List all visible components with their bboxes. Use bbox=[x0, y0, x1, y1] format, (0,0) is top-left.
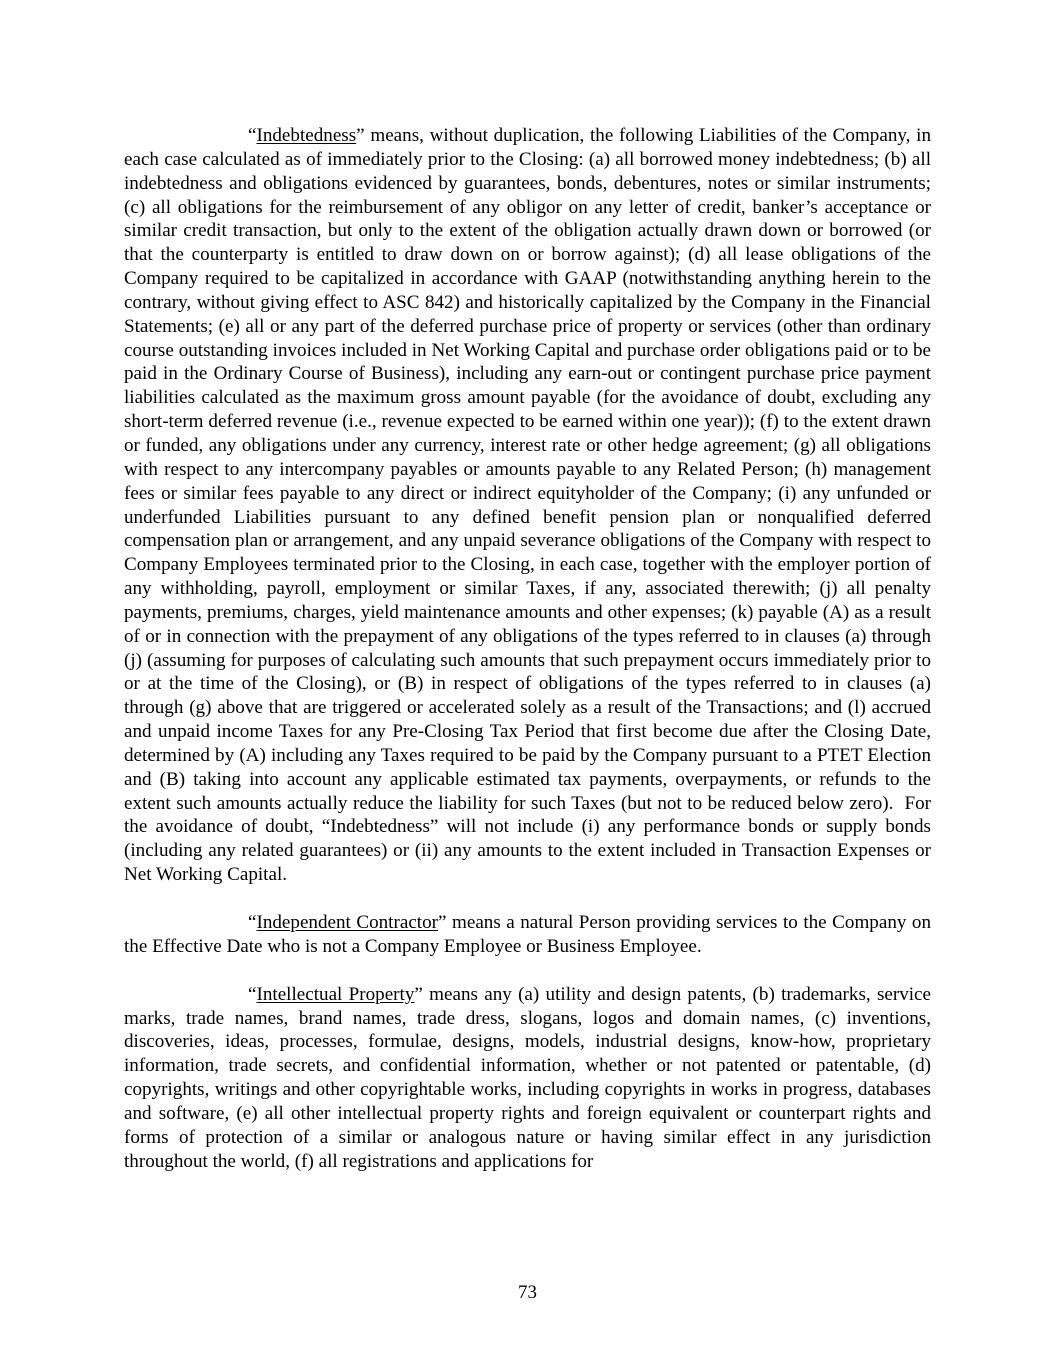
document-body bbox=[124, 124, 931, 1173]
definition-indebtedness bbox=[124, 124, 931, 887]
open-quote: “ bbox=[248, 125, 257, 146]
close-quote: ” bbox=[414, 983, 423, 1005]
close-quote: ” bbox=[356, 125, 365, 146]
definition-intellectual-property bbox=[124, 983, 931, 1174]
defined-term: Intellectual Property bbox=[256, 983, 415, 1005]
definition-text: means any (a) utility and design patents, (b) trademarks, service marks, trade names, brand names, trade dress, slogans, logos and domain names, (c) inventions, discoveries, ideas, processes, formulae, designs, models, industrial designs, know-how, proprietary information, trade secrets, and confidential information, whether or not patented or patentable, (d) copyrights, writings and other copyrightable works, including copyrights in works in progress, databases and software, (e) all other intellectual property rights and foreign equivalent or counterpart rights and forms of protection of a similar or analogous nature or having similar effect in any jurisdiction throughout the world, (f) all registrations and applications for bbox=[124, 983, 932, 1172]
definition-independent-contractor bbox=[124, 911, 931, 959]
close-quote: ” bbox=[438, 912, 447, 933]
definition-text: means, without duplication, the following Liabilities of the Company, in each case calculated as of immediately prior to the Closing: (a) all borrowed money indebtedness; (b) all indebtedness and obligations evidenced by guarantees, bonds, debentures, notes or similar instruments; (c) all obligations for the reimbursement of any obligor on any letter of credit, banker’s acceptance or similar credit transaction, but only to the extent of the obligation actually drawn down or borrowed (or that the counterparty is entitled to draw down on or borrow against); (d) all lease obligations of the Company required to be capitalized in accordance with GAAP (notwithstanding anything herein to the contrary, without giving effect to ASC 842) and historically capitalized by the Company in the Financial Statements; (e) all or any part of the deferred purchase price of property or services (other than ordinary course outstanding invoices included in Net Working Capital and purchase order obligations paid or to be paid in the Ordinary Course of Business), including any earn-out or contingent purchase price payment liabilities calculated as the maximum gross amount payable (for the avoidance of doubt, excluding any short-term deferred revenue (i.e., revenue expected to be earned within one year)); (f) to the extent drawn or funded, any obligations under any currency, interest rate or other hedge agreement; (g) all obligations with respect to any intercompany payables or amounts payable to any Related Person; (h) management fees or similar fees payable to any direct or indirect equityholder of the Company; (i) any unfunded or underfunded Liabilities pursuant to any defined benefit pension plan or nonqualified deferred compensation plan or arrangement, and any unpaid severance obligations of the Company with respect to Company Employees terminated prior to the Closing, in each case, together with the employer portion of any withholding, payroll, employment or similar Taxes, if any, associated therewith; (j) all penalty payments, premiums, charges, yield maintenance amounts and other expenses; (k) payable (A) as a result of or in connection with the prepayment of any obligations of the types referred to in clauses (a) through (j) (assuming for purposes of calculating such amounts that such prepayment occurs immediately prior to or at the time of the Closing), or (B) in respect of obligations of the types referred to in clauses (a) through (g) above that are triggered or accelerated solely as a result of the Transactions; and (l) accrued and unpaid income Taxes for any Pre-Closing Tax Period that first become due after the Closing Date, determined by (A) including any Taxes required to be paid by the Company pursuant to a PTET Election and (B) taking into account any applicable estimated tax payments, overpayments, or refunds to the extent such amounts actually reduce the liability for such Taxes (but not to be reduced below zero). For the avoidance of doubt, “Indebtedness” will not include (i) any performance bonds or supply bonds (including any related guarantees) or (ii) any amounts to the extent included in Transaction Expenses or Net Working Capital. bbox=[124, 125, 931, 886]
defined-term: Indebtedness bbox=[256, 125, 357, 146]
open-quote: “ bbox=[248, 912, 257, 933]
page-number: 73 bbox=[518, 1282, 537, 1303]
open-quote: “ bbox=[248, 983, 257, 1005]
defined-term: Independent Contractor bbox=[256, 912, 439, 933]
definition-text: means a natural Person providing services to the Company on the Effective Date who is not a Company Employee or Business Employee. bbox=[124, 912, 931, 957]
